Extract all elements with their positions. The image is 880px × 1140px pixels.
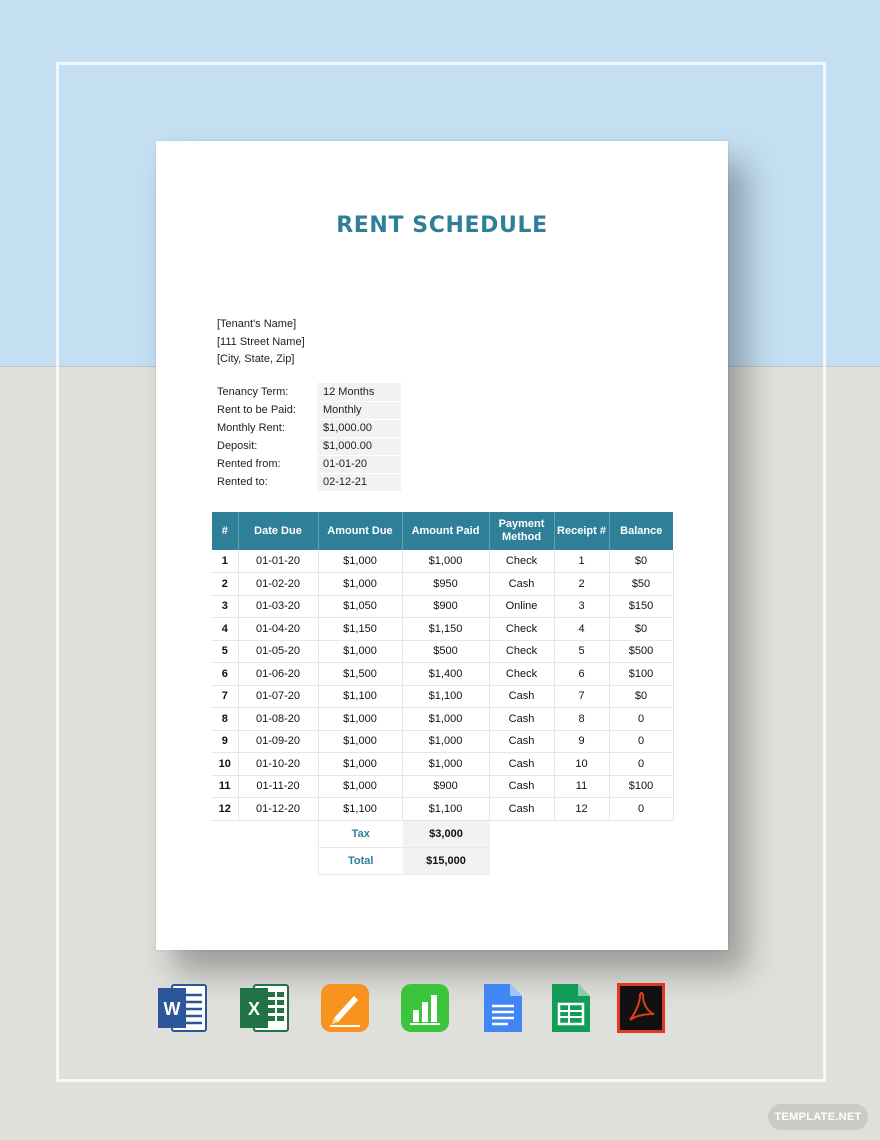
info-value: 12 Months	[317, 383, 401, 401]
pages-icon[interactable]	[320, 982, 370, 1034]
tax-row	[319, 821, 490, 848]
document-page	[156, 141, 728, 950]
info-label: Rented from:	[217, 458, 281, 470]
receipt-number-cell: 11	[554, 775, 609, 798]
google-docs-icon[interactable]	[478, 982, 528, 1034]
template-net-badge[interactable]: TEMPLATE.NET	[768, 1104, 868, 1130]
pdf-icon[interactable]	[616, 982, 666, 1034]
amount-paid-cell: $1,000	[402, 550, 489, 573]
balance-cell: $50	[609, 573, 673, 596]
receipt-number-cell: 3	[554, 595, 609, 618]
table-row	[212, 640, 673, 663]
date-due-cell: 01-04-20	[238, 618, 318, 641]
receipt-number-cell: 4	[554, 618, 609, 641]
balance-cell: 0	[609, 753, 673, 776]
date-due-cell: 01-12-20	[238, 798, 318, 821]
document-title: RENT SCHEDULE	[336, 213, 548, 238]
row-number-cell: 9	[212, 730, 238, 753]
amount-due-cell: $1,500	[318, 663, 402, 686]
info-value: $1,000.00	[317, 419, 401, 437]
payment-method-cell: Cash	[489, 798, 554, 821]
balance-cell: $0	[609, 685, 673, 708]
column-header-amount-paid: Amount Paid	[402, 512, 489, 550]
info-row	[213, 401, 401, 419]
date-due-cell: 01-09-20	[238, 730, 318, 753]
amount-due-cell: $1,000	[318, 775, 402, 798]
payment-method-cell: Check	[489, 618, 554, 641]
info-row	[213, 383, 401, 401]
receipt-number-cell: 8	[554, 708, 609, 731]
format-icons	[0, 982, 880, 1034]
row-number-cell: 5	[212, 640, 238, 663]
balance-cell: $100	[609, 775, 673, 798]
address-line: [Tenant's Name]	[217, 318, 297, 330]
table-row	[212, 550, 673, 573]
date-due-cell: 01-01-20	[238, 550, 318, 573]
table-row	[212, 753, 673, 776]
info-row	[213, 473, 401, 491]
total-row	[319, 848, 490, 875]
table-row	[212, 730, 673, 753]
balance-cell: $150	[609, 595, 673, 618]
column-header-receipt: Receipt #	[554, 512, 609, 550]
amount-due-cell: $1,100	[318, 798, 402, 821]
address-line: [111 Street Name]	[217, 335, 305, 348]
amount-paid-cell: $900	[402, 595, 489, 618]
balance-cell: $0	[609, 550, 673, 573]
table-row	[212, 708, 673, 731]
row-number-cell: 1	[212, 550, 238, 573]
info-row	[213, 437, 401, 455]
receipt-number-cell: 5	[554, 640, 609, 663]
amount-paid-cell: $1,400	[402, 663, 489, 686]
info-row	[213, 419, 401, 437]
amount-due-cell: $1,000	[318, 708, 402, 731]
amount-paid-cell: $1,000	[402, 708, 489, 731]
tax-label: Tax	[319, 821, 403, 848]
amount-due-cell: $1,050	[318, 595, 402, 618]
balance-cell: 0	[609, 708, 673, 731]
numbers-icon[interactable]	[400, 982, 450, 1034]
receipt-number-cell: 10	[554, 753, 609, 776]
info-label: Monthly Rent:	[217, 422, 285, 434]
table-row	[212, 573, 673, 596]
balance-cell: $0	[609, 618, 673, 641]
amount-due-cell: $1,000	[318, 550, 402, 573]
amount-paid-cell: $1,100	[402, 685, 489, 708]
payment-method-cell: Check	[489, 663, 554, 686]
info-value: 01-01-20	[317, 455, 401, 473]
payment-method-cell: Cash	[489, 730, 554, 753]
totals-table	[318, 821, 490, 875]
amount-due-cell: $1,100	[318, 685, 402, 708]
info-row	[213, 455, 401, 473]
total-value: $15,000	[403, 848, 490, 875]
row-number-cell: 8	[212, 708, 238, 731]
column-header-number: #	[212, 512, 238, 550]
date-due-cell: 01-07-20	[238, 685, 318, 708]
row-number-cell: 2	[212, 573, 238, 596]
payment-method-cell: Cash	[489, 685, 554, 708]
row-number-cell: 6	[212, 663, 238, 686]
svg-text:W: W	[163, 999, 181, 1019]
date-due-cell: 01-11-20	[238, 775, 318, 798]
table-row	[212, 618, 673, 641]
row-number-cell: 11	[212, 775, 238, 798]
amount-paid-cell: $900	[402, 775, 489, 798]
row-number-cell: 7	[212, 685, 238, 708]
balance-cell: 0	[609, 798, 673, 821]
balance-cell: $500	[609, 640, 673, 663]
table-row	[212, 775, 673, 798]
receipt-number-cell: 9	[554, 730, 609, 753]
payment-method-cell: Cash	[489, 753, 554, 776]
payment-method-cell: Online	[489, 595, 554, 618]
info-value: 02-12-21	[317, 473, 401, 491]
tenancy-info-table	[213, 383, 401, 492]
info-label: Tenancy Term:	[217, 386, 289, 398]
amount-paid-cell: $1,000	[402, 730, 489, 753]
amount-due-cell: $1,150	[318, 618, 402, 641]
column-header-date-due: Date Due	[238, 512, 318, 550]
word-icon[interactable]	[158, 982, 208, 1034]
amount-paid-cell: $500	[402, 640, 489, 663]
info-label: Rented to:	[217, 476, 268, 488]
payment-method-cell: Check	[489, 640, 554, 663]
table-row	[212, 663, 673, 686]
info-label: Deposit:	[217, 440, 258, 452]
receipt-number-cell: 1	[554, 550, 609, 573]
table-body	[212, 550, 673, 820]
table-header-row	[212, 512, 673, 550]
amount-due-cell: $1,000	[318, 753, 402, 776]
date-due-cell: 01-06-20	[238, 663, 318, 686]
payment-method-cell: Cash	[489, 573, 554, 596]
date-due-cell: 01-08-20	[238, 708, 318, 731]
info-value: Monthly	[317, 401, 401, 419]
date-due-cell: 01-05-20	[238, 640, 318, 663]
google-sheets-icon[interactable]	[546, 982, 596, 1034]
amount-paid-cell: $1,100	[402, 798, 489, 821]
row-number-cell: 12	[212, 798, 238, 821]
tax-value: $3,000	[403, 821, 490, 848]
total-label: Total	[319, 848, 403, 875]
rent-schedule-table	[212, 512, 674, 821]
table-row	[212, 685, 673, 708]
table-row	[212, 595, 673, 618]
amount-paid-cell: $1,000	[402, 753, 489, 776]
date-due-cell: 01-10-20	[238, 753, 318, 776]
balance-cell: $100	[609, 663, 673, 686]
date-due-cell: 01-03-20	[238, 595, 318, 618]
row-number-cell: 3	[212, 595, 238, 618]
receipt-number-cell: 7	[554, 685, 609, 708]
column-header-amount-due: Amount Due	[318, 512, 402, 550]
receipt-number-cell: 2	[554, 573, 609, 596]
receipt-number-cell: 12	[554, 798, 609, 821]
payment-method-cell: Check	[489, 550, 554, 573]
row-number-cell: 4	[212, 618, 238, 641]
info-label: Rent to be Paid:	[217, 404, 296, 416]
amount-due-cell: $1,000	[318, 640, 402, 663]
info-value: $1,000.00	[317, 437, 401, 455]
address-line: [City, State, Zip]	[217, 353, 295, 365]
amount-paid-cell: $950	[402, 573, 489, 596]
amount-paid-cell: $1,150	[402, 618, 489, 641]
excel-icon[interactable]	[240, 982, 290, 1034]
column-header-payment-method: Payment Method	[489, 512, 554, 550]
svg-text:X: X	[247, 999, 261, 1019]
column-header-balance: Balance	[609, 512, 673, 550]
row-number-cell: 10	[212, 753, 238, 776]
payment-method-cell: Cash	[489, 775, 554, 798]
balance-cell: 0	[609, 730, 673, 753]
payment-method-cell: Cash	[489, 708, 554, 731]
date-due-cell: 01-02-20	[238, 573, 318, 596]
amount-due-cell: $1,000	[318, 730, 402, 753]
table-row	[212, 798, 673, 821]
amount-due-cell: $1,000	[318, 573, 402, 596]
tenant-address	[217, 316, 305, 369]
receipt-number-cell: 6	[554, 663, 609, 686]
